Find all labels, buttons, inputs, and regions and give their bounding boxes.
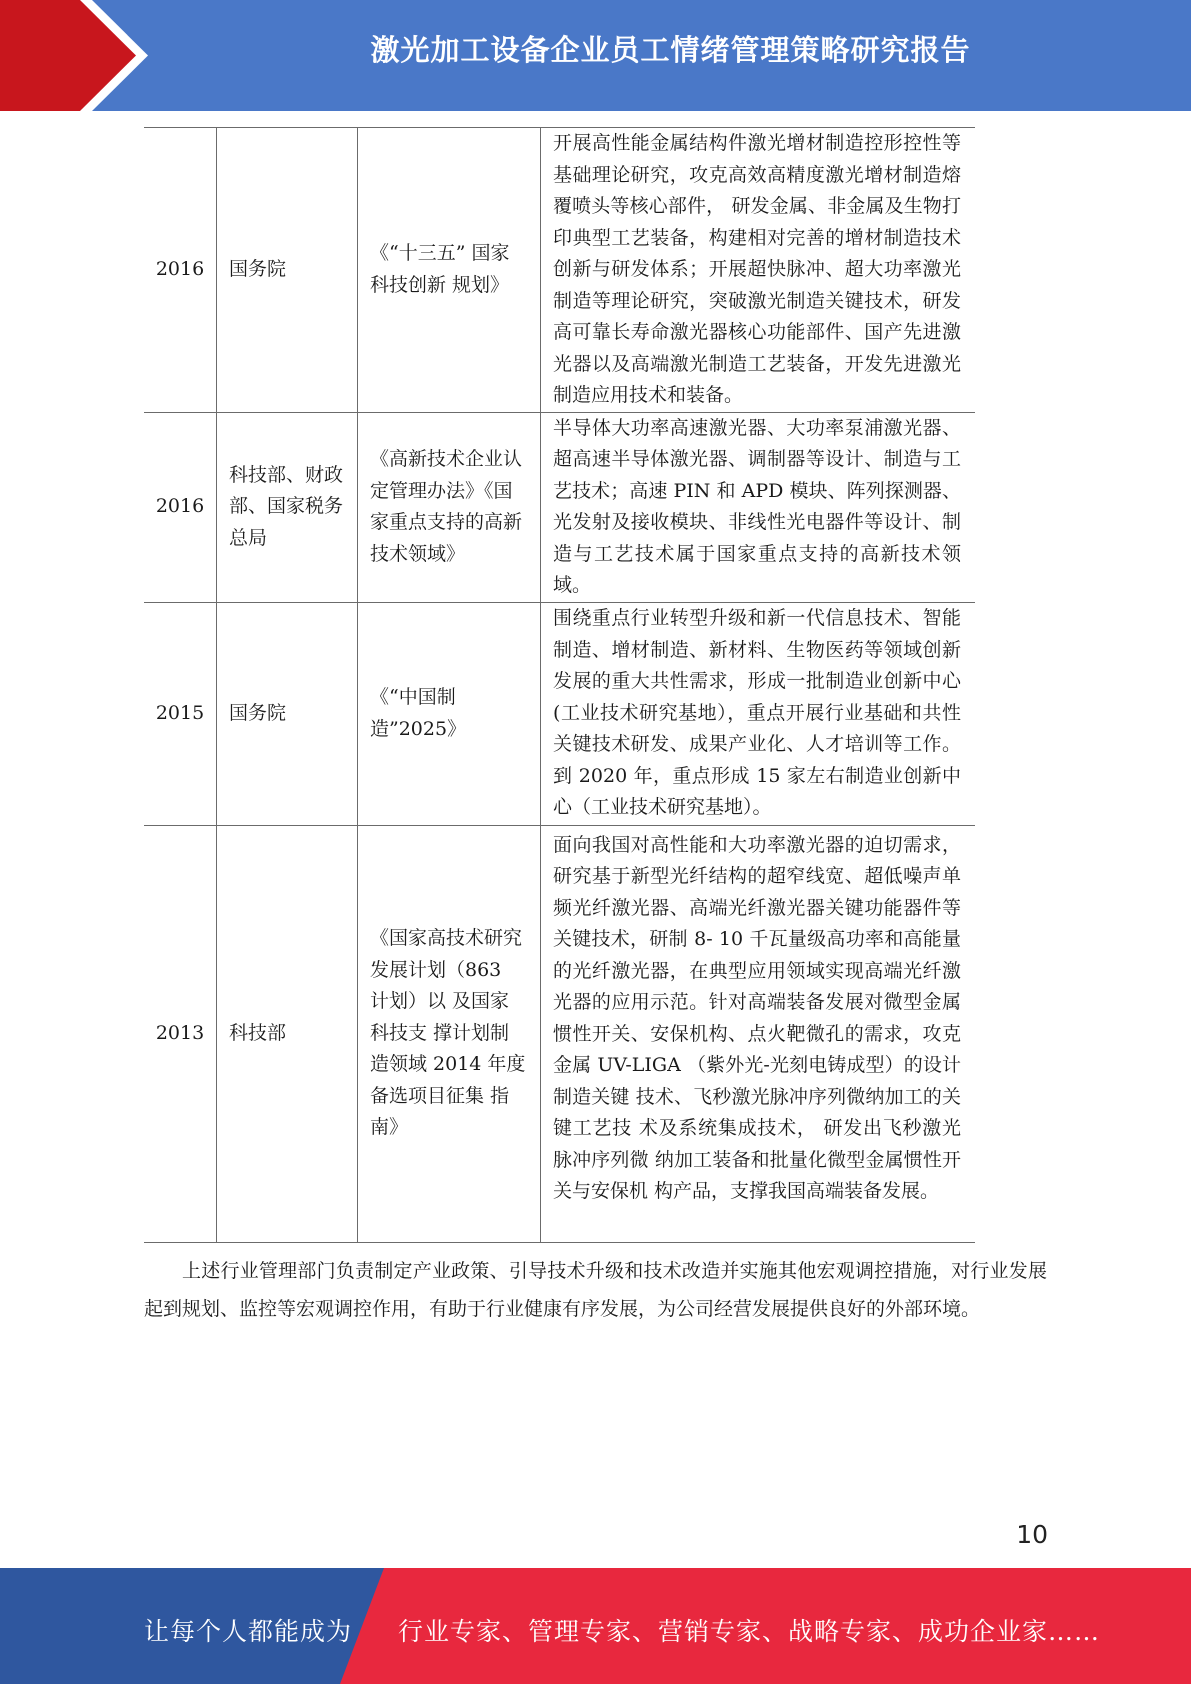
policy-content-cell: 面向我国对高性能和大功率激光器的迫切需求，研究基于新型光纤结构的超窄线宽、超低噪声单频光纤激光器、高端光纤激光器关键功能器件等关键技术，研制 8- 10 千瓦量级高功率和高能量的光纤激光器，在典型应用领域实现高端光纤激光器的应用示范。针对高端装备发展对微型金属惯性开关、安保机构、点火靶微孔的需求，攻克金属 UV-LIGA （紫外光-光刻电铸成型）的设计制造关键 技术、飞秒激光脉冲序列微纳加工的关键工艺技 术及系统集成技术， 研发出飞秒激光脉冲序列微 纳加工装备和批量化微型金属惯性开关与安保机 构产品，支撑我国高端装备发展。 — [541, 825, 976, 1242]
policy-name-cell: 《“十三五” 国家科技创新 规划》 — [358, 128, 541, 413]
table-row — [144, 602, 975, 825]
footer-slogan-left: 让每个人都能成为 — [144, 1617, 353, 1646]
page-header — [0, 0, 1191, 111]
department-cell: 科技部 — [217, 825, 358, 1242]
policy-name-cell: 《“中国制造”2025》 — [358, 602, 541, 825]
table-row — [144, 128, 975, 413]
department-cell: 国务院 — [217, 602, 358, 825]
header-arrow-decoration — [0, 0, 160, 111]
year-cell: 2016 — [144, 128, 217, 413]
policy-table — [144, 127, 975, 1243]
policy-content-cell: 开展高性能金属结构件激光增材制造控形控性等基础理论研究，攻克高效高精度激光增材制造熔覆喷头等核心部件， 研发金属、非金属及生物打印典型工艺装备，构建相对完善的增材制造技术创新与研发体系；开展超快脉冲、超大功率激光制造等理论研究，突破激光制造关键技术，研发高可靠长寿命激光器核心功能部件、国产先进激光器以及高端激光制造工艺装备，开发先进激光制造应用技术和装备。 — [541, 128, 976, 413]
policy-name-cell: 《国家高技术研究发展计划（863 计划）以 及国家科技支 撑计划制造领域 2014 年度备选项目征集 指南》 — [358, 825, 541, 1242]
year-cell: 2013 — [144, 825, 217, 1242]
body-paragraph: 上述行业管理部门负责制定产业政策、引导技术升级和技术改造并实施其他宏观调控措施，对行业发展起到规划、监控等宏观调控作用，有助于行业健康有序发展，为公司经营发展提供良好的外部环境。 — [144, 1260, 1047, 1320]
policy-name-cell: 《高新技术企业认定管理办法》《国家重点支持的高新技术领域》 — [358, 412, 541, 602]
page-footer — [0, 1568, 1191, 1684]
year-cell: 2016 — [144, 412, 217, 602]
page-number: 10 — [1016, 1520, 1048, 1549]
policy-content-cell: 围绕重点行业转型升级和新一代信息技术、智能制造、增材制造、新材料、生物医药等领域创新发展的重大共性需求，形成一批制造业创新中心(工业技术研究基地），重点开展行业基础和共性 关键技术研发、成果产业化、人才培训等工作。 到 2020 年，重点形成 15 家左右制造业创新中心（工业技术研究基地）。 — [541, 602, 976, 825]
department-cell: 科技部、财政部、国家税务总局 — [217, 412, 358, 602]
table-row — [144, 412, 975, 602]
year-cell: 2015 — [144, 602, 217, 825]
table-row — [144, 825, 975, 1242]
footer-slogan-right: 行业专家、管理专家、营销专家、战略专家、成功企业家…… — [398, 1617, 1101, 1646]
document-title: 激光加工设备企业员工情绪管理策略研究报告 — [370, 33, 971, 67]
department-cell: 国务院 — [217, 128, 358, 413]
policy-content-cell: 半导体大功率高速激光器、大功率泵浦激光器、超高速半导体激光器、调制器等设计、制造与工艺技术；高速 PIN 和 APD 模块、阵列探测器、光发射及接收模块、非线性光电器件等设计、制造与工艺技术属于国家重点支持的高新技术领域。 — [541, 412, 976, 602]
